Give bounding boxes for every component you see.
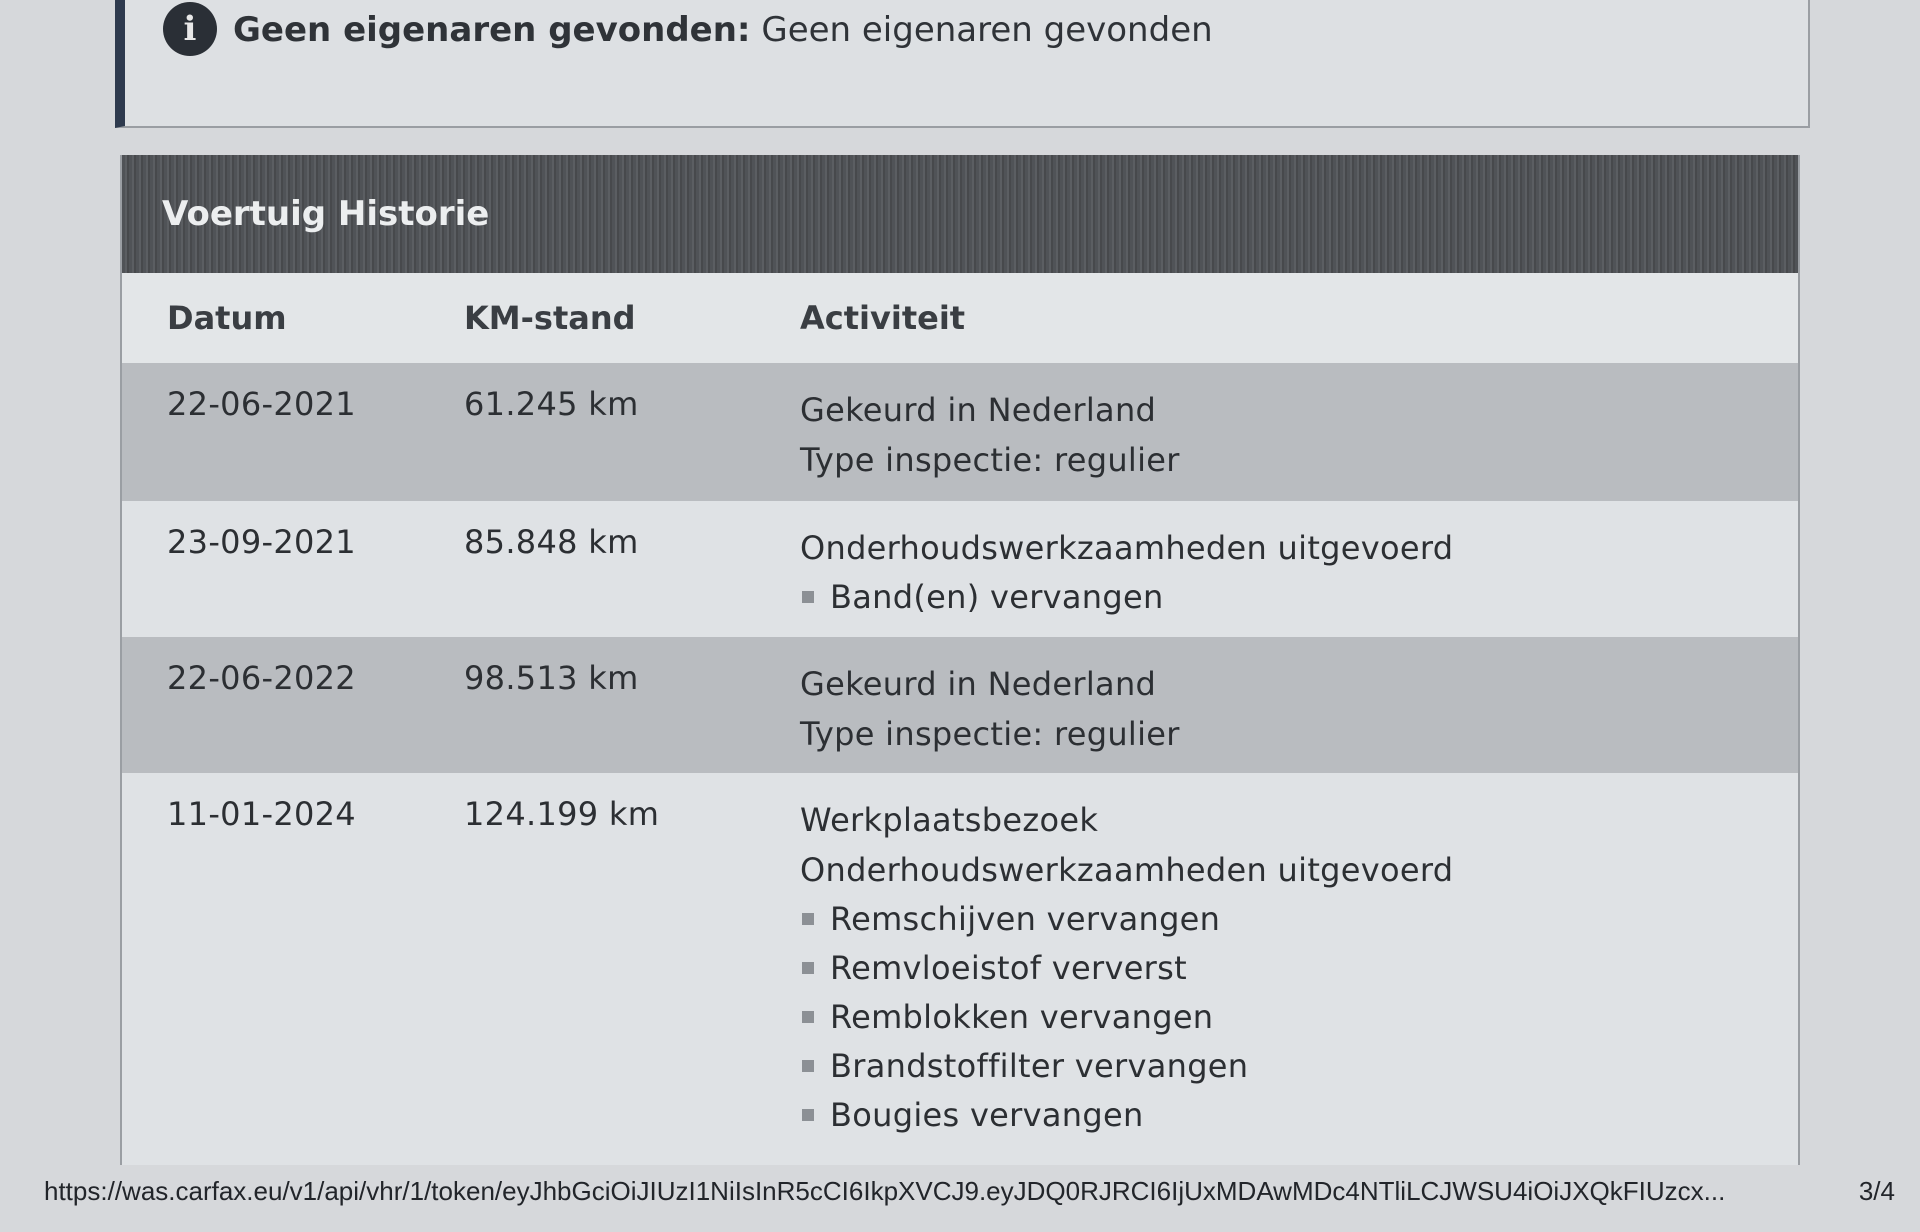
notice-label: Geen eigenaren gevonden: <box>233 10 751 50</box>
notice-box <box>115 0 1810 128</box>
table-row <box>122 363 1798 501</box>
notice-value: Geen eigenaren gevonden <box>761 10 1213 50</box>
square-bullet-icon <box>802 1109 814 1121</box>
square-bullet-icon <box>802 1060 814 1072</box>
row-activity <box>782 501 1798 637</box>
row-date: 22-06-2021 <box>167 385 356 423</box>
square-bullet-icon <box>802 962 814 974</box>
table-row <box>122 637 1798 773</box>
notice-message <box>233 10 1213 50</box>
list-item <box>800 573 1798 622</box>
list-item-text: Brandstoffilter vervangen <box>830 1047 1249 1085</box>
row-km: 61.245 km <box>464 385 639 423</box>
row-activity <box>782 637 1798 773</box>
list-item-text: Remvloeistof ververst <box>830 949 1187 987</box>
row-date: 22-06-2022 <box>167 659 356 697</box>
list-item-text: Remschijven vervangen <box>830 900 1221 938</box>
row-km: 98.513 km <box>464 659 639 697</box>
list-item <box>800 1091 1798 1140</box>
history-title: Voertuig Historie <box>122 155 1798 273</box>
table-header <box>122 273 1798 363</box>
activity-line: Gekeurd in Nederland <box>800 665 1157 703</box>
row-km: 85.848 km <box>464 523 639 561</box>
footer-url: https://was.carfax.eu/v1/api/vhr/1/token/eyJhbGciOiJIUzI1NiIsInR5cCI6IkpXVCJ9.eyJDQ0RJRCI6IjUxMDAwMDc4NTliLCJWSU4iOiJXQkFIUzcx... <box>44 1176 1726 1206</box>
activity-item-list <box>800 573 1798 622</box>
list-item-text: Band(en) vervangen <box>830 578 1164 616</box>
page-number: 3/4 <box>1858 1176 1895 1206</box>
info-icon: i <box>163 2 217 56</box>
activity-line: Type inspectie: regulier <box>800 441 1180 479</box>
row-km: 124.199 km <box>464 795 660 833</box>
square-bullet-icon <box>802 913 814 925</box>
table-row <box>122 501 1798 637</box>
column-activity: Activiteit <box>800 299 966 337</box>
list-item <box>800 1042 1798 1091</box>
history-rows <box>122 363 1798 1140</box>
vehicle-history-card <box>120 155 1800 1165</box>
column-km: KM-stand <box>464 299 636 337</box>
square-bullet-icon <box>802 1011 814 1023</box>
row-date: 23-09-2021 <box>167 523 356 561</box>
list-item-text: Bougies vervangen <box>830 1096 1144 1134</box>
activity-item-list <box>800 895 1798 1140</box>
activity-line: Werkplaatsbezoek <box>800 801 1099 839</box>
list-item <box>800 993 1798 1042</box>
list-item <box>800 944 1798 993</box>
list-item <box>800 895 1798 944</box>
column-date: Datum <box>167 299 287 337</box>
table-row <box>122 773 1798 1140</box>
row-activity <box>782 773 1798 1140</box>
activity-line: Onderhoudswerkzaamheden uitgevoerd <box>800 529 1454 567</box>
activity-line: Onderhoudswerkzaamheden uitgevoerd <box>800 851 1454 889</box>
activity-line: Gekeurd in Nederland <box>800 391 1157 429</box>
row-date: 11-01-2024 <box>167 795 356 833</box>
square-bullet-icon <box>802 591 814 603</box>
row-activity <box>782 363 1798 501</box>
activity-line: Type inspectie: regulier <box>800 715 1180 753</box>
list-item-text: Remblokken vervangen <box>830 998 1214 1036</box>
